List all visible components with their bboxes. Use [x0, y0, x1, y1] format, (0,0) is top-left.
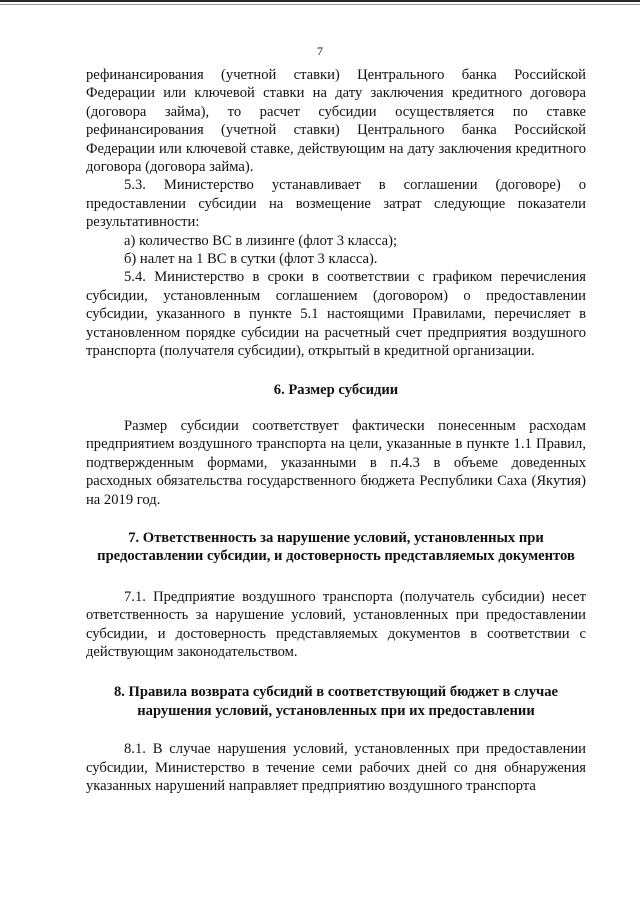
section-7-heading-line-2: предоставлении субсидии, и достоверность представляемых документов: [97, 548, 575, 565]
section-8-heading-line-1: 8. Правила возврата субсидий в соответствующий бюджет в случае: [113, 684, 559, 701]
document-body: [86, 66, 586, 795]
paragraph-continuation: рефинансирования (учетной ставки) Центрального банка Российской Федерации или ключевой ставки на дату заключения кредитного договора (договора займа), то расчет субсидии осуществляется по ставке рефинансирования (учетной ставки) Центрального банка Российской Федерации или ключевой ставке, действующим на дату заключения кредитного договора (договора займа).: [86, 67, 586, 176]
list-item-a: а) количество ВС в лизинге (флот 3 класса);: [124, 232, 398, 249]
paragraph-7-1: 7.1. Предприятие воздушного транспорта (получатель субсидии) несет ответственность за нарушение условий, установленных при предоставлении субсидии, и достоверность представляемых документов в соответствии с действующим законодательством.: [86, 588, 586, 660]
page-number: 7: [317, 44, 323, 58]
section-7-heading: [86, 529, 586, 566]
paragraph-5-4: 5.4. Министерство в сроки в соответствии с графиком перечисления субсидии, установленным соглашением (договором) о предоставлении субсидии, указанного в пункте 5.1 настоящими Правилами, перечисляет в установленном порядке субсидии на расчетный счет предприятия воздушного транспорта (получателя субсидии), открытый в кредитной организации.: [86, 269, 586, 360]
section-8-heading: [86, 683, 586, 720]
list-item-b: б) налет на 1 ВС в сутки (флот 3 класса).: [124, 251, 378, 268]
paragraph-8-1: 8.1. В случае нарушения условий, установленных при предоставлении субсидии, Министерство в течение семи рабочих дней со дня обнаружения указанных нарушений направляет предприятию воздушного транспорта: [86, 741, 586, 794]
paragraph-6: Размер субсидии соответствует фактически понесенным расходам предприятием воздушного транспорта на цели, указанные в пункте 1.1 Правил, подтвержденным формами, указанными в п.4.3 в объеме доведенных расходных обязательства государственного бюджета Республики Саха (Якутия) на 2019 год.: [86, 417, 586, 508]
section-6-heading: 6. Размер субсидии: [273, 381, 399, 398]
section-7-heading-line-1: 7. Ответственность за нарушение условий, установленных при: [128, 529, 544, 546]
section-8-heading-line-2: нарушения условий, установленных при их предоставлении: [137, 702, 535, 719]
paragraph-5-3: 5.3. Министерство устанавливает в соглашении (договоре) о предоставлении субсидии на возмещение затрат следующие показатели результативности:: [86, 177, 586, 231]
scan-edge: [0, 0, 640, 7]
